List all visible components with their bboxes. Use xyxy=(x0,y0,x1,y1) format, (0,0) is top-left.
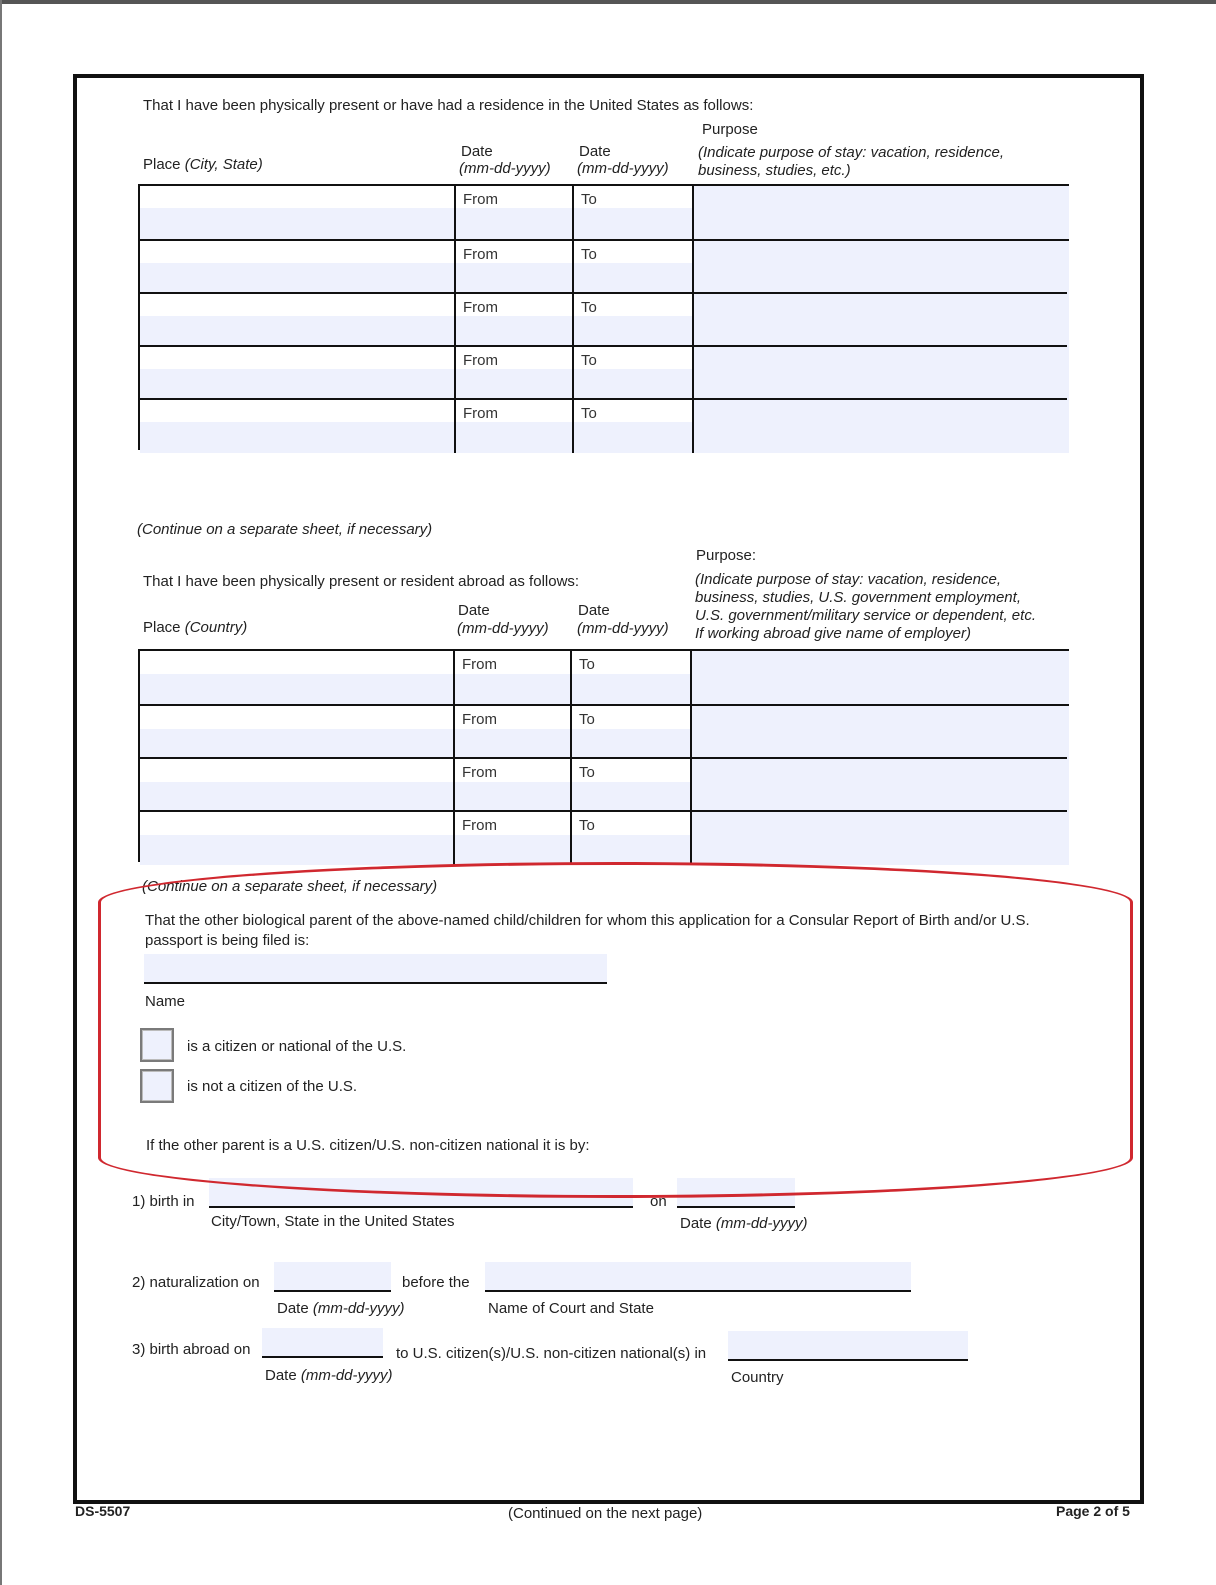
left-edge xyxy=(0,0,2,1585)
to-date-cell[interactable] xyxy=(570,812,692,865)
table-row xyxy=(140,345,1067,400)
from-date-cell[interactable] xyxy=(454,186,573,239)
other-parent-intro-1: That the other biological parent of the above-named child/children for whom this application for a Consular Report of Birth and/or U.S. xyxy=(145,912,1030,929)
other-parent-name-label: Name xyxy=(145,993,186,1010)
to-date-cell[interactable] xyxy=(570,706,692,759)
from-date-cell-label: From xyxy=(463,299,498,316)
from-date-cell-fill xyxy=(456,422,573,453)
place-cell[interactable] xyxy=(140,759,455,812)
us-date-from-hint: (mm-dd-yyyy) xyxy=(459,160,551,177)
place-cell-fill xyxy=(140,782,455,812)
from-date-cell-label: From xyxy=(462,817,497,834)
abroad-date-to-hint: (mm-dd-yyyy) xyxy=(577,620,669,637)
place-cell-fill xyxy=(140,369,456,400)
to-date-cell-label: To xyxy=(581,405,597,422)
birth-in-label: 1) birth in xyxy=(132,1193,195,1210)
naturalization-date-label: Date xyxy=(277,1300,309,1317)
to-date-cell[interactable] xyxy=(572,294,693,347)
abroad-continue-note: (Continue on a separate sheet, if necessary) xyxy=(142,878,438,895)
purpose-cell[interactable] xyxy=(690,759,1069,812)
purpose-cell[interactable] xyxy=(692,186,1069,239)
to-date-cell-label: To xyxy=(579,711,595,728)
to-date-cell[interactable] xyxy=(572,347,693,400)
purpose-cell-fill xyxy=(694,400,1069,453)
to-date-cell-label: To xyxy=(581,191,597,208)
birth-abroad-on-label: 3) birth abroad on xyxy=(132,1341,251,1358)
country-label: Country xyxy=(731,1369,784,1386)
place-cell[interactable] xyxy=(140,241,456,294)
birth-date-hint: (mm-dd-yyyy) xyxy=(715,1215,808,1232)
abroad-place-header xyxy=(143,619,247,636)
place-cell-fill xyxy=(140,674,455,704)
purpose-cell-fill xyxy=(692,706,1069,759)
abroad-place-label: Place xyxy=(143,619,181,636)
from-date-cell-fill xyxy=(455,674,571,704)
table-row xyxy=(140,757,1067,812)
from-date-cell-fill xyxy=(455,729,571,759)
us-purpose-hint-2: business, studies, etc.) xyxy=(698,162,851,179)
purpose-cell[interactable] xyxy=(692,400,1069,453)
abroad-presence-intro: That I have been physically present or resident abroad as follows: xyxy=(143,573,580,590)
birth-abroad-date-hint: (mm-dd-yyyy) xyxy=(300,1367,393,1384)
abroad-presence-table xyxy=(138,649,1069,862)
from-date-cell-fill xyxy=(455,835,571,865)
court-name-field[interactable] xyxy=(485,1262,911,1292)
to-date-cell-fill xyxy=(574,316,693,347)
table-row xyxy=(140,704,1067,759)
place-cell[interactable] xyxy=(140,812,455,865)
place-cell-fill xyxy=(140,316,456,347)
from-date-cell[interactable] xyxy=(453,759,571,812)
table-row xyxy=(140,398,1067,453)
to-date-cell-fill xyxy=(572,835,692,865)
from-date-cell[interactable] xyxy=(454,294,573,347)
purpose-cell-fill xyxy=(692,651,1069,704)
abroad-place-hint: (Country) xyxy=(184,619,248,636)
birth-abroad-date-field[interactable] xyxy=(262,1328,383,1358)
before-the-label: before the xyxy=(402,1274,470,1291)
from-date-cell[interactable] xyxy=(454,347,573,400)
from-date-cell-label: From xyxy=(463,246,498,263)
from-date-cell-label: From xyxy=(463,191,498,208)
citizen-by-label: If the other parent is a U.S. citizen/U.S. non-citizen national it is by: xyxy=(146,1137,590,1154)
to-date-cell-fill xyxy=(572,729,692,759)
place-cell[interactable] xyxy=(140,186,456,239)
place-cell-fill xyxy=(140,422,456,453)
purpose-cell-fill xyxy=(694,186,1069,239)
us-presence-table xyxy=(138,184,1069,450)
abroad-date-from-label: Date xyxy=(458,602,490,619)
to-date-cell-fill xyxy=(574,208,693,239)
naturalization-date-hint: (mm-dd-yyyy) xyxy=(312,1300,405,1317)
place-cell-fill xyxy=(140,729,455,759)
to-date-cell[interactable] xyxy=(572,241,693,294)
to-date-cell-label: To xyxy=(581,246,597,263)
place-cell-fill xyxy=(140,208,456,239)
purpose-cell[interactable] xyxy=(692,294,1069,347)
us-purpose-label: Purpose xyxy=(702,121,758,138)
to-date-cell-fill xyxy=(572,674,692,704)
to-date-cell-fill xyxy=(574,369,693,400)
to-date-cell[interactable] xyxy=(570,759,692,812)
table-row xyxy=(140,292,1067,347)
on-label: on xyxy=(650,1193,667,1210)
from-date-cell[interactable] xyxy=(453,706,571,759)
us-presence-intro: That I have been physically present or have had a residence in the United States as follows: xyxy=(143,97,754,114)
from-date-cell[interactable] xyxy=(454,400,573,453)
place-cell[interactable] xyxy=(140,651,455,704)
not-citizen-option-label: is not a citizen of the U.S. xyxy=(187,1078,358,1095)
birth-date-caption xyxy=(680,1215,808,1232)
continued-note: (Continued on the next page) xyxy=(508,1505,703,1522)
to-date-cell-fill xyxy=(574,422,693,453)
abroad-purpose-hint-1: (Indicate purpose of stay: vacation, residence, xyxy=(695,571,1002,588)
to-date-cell[interactable] xyxy=(572,400,693,453)
highlight-annotation-oval xyxy=(98,862,1133,1198)
us-purpose-hint-1: (Indicate purpose of stay: vacation, residence, xyxy=(698,144,1005,161)
table-row xyxy=(140,651,1067,704)
table-row xyxy=(140,810,1067,865)
other-parent-intro-2: passport is being filed is: xyxy=(145,932,310,949)
place-cell-fill xyxy=(140,835,455,865)
citizen-option-label: is a citizen or national of the U.S. xyxy=(187,1038,407,1055)
from-date-cell-fill xyxy=(455,782,571,812)
from-date-cell-fill xyxy=(456,316,573,347)
us-date-to-label: Date xyxy=(579,143,611,160)
place-cell-fill xyxy=(140,263,456,294)
to-date-cell[interactable] xyxy=(572,186,693,239)
top-edge xyxy=(0,0,1216,4)
purpose-cell[interactable] xyxy=(692,241,1069,294)
to-date-cell-label: To xyxy=(579,764,595,781)
abroad-purpose-hint-2: business, studies, U.S. government employment, xyxy=(695,589,1021,606)
abroad-purpose-hint-4: If working abroad give name of employer) xyxy=(695,625,971,642)
purpose-cell[interactable] xyxy=(690,812,1069,865)
purpose-cell-fill xyxy=(694,241,1069,294)
from-date-cell-label: From xyxy=(463,352,498,369)
birth-date-label: Date xyxy=(680,1215,712,1232)
abroad-purpose-hint-3: U.S. government/military service or dependent, etc. xyxy=(695,607,1036,624)
place-cell[interactable] xyxy=(140,294,456,347)
purpose-cell-fill xyxy=(692,812,1069,865)
abroad-purpose-label: Purpose: xyxy=(696,547,757,564)
birth-abroad-country-field[interactable] xyxy=(728,1331,968,1361)
birth-city-label: City/Town, State in the United States xyxy=(211,1213,455,1230)
us-place-label: Place xyxy=(143,156,181,173)
table-row xyxy=(140,239,1067,294)
birth-abroad-date-caption xyxy=(265,1367,393,1384)
birth-abroad-date-label: Date xyxy=(265,1367,297,1384)
us-continue-note: (Continue on a separate sheet, if necessary) xyxy=(137,521,433,538)
from-date-cell-fill xyxy=(456,263,573,294)
to-date-cell-label: To xyxy=(581,352,597,369)
from-date-cell-label: From xyxy=(462,711,497,728)
us-date-to-hint: (mm-dd-yyyy) xyxy=(577,160,669,177)
abroad-date-to-label: Date xyxy=(578,602,610,619)
purpose-cell[interactable] xyxy=(690,706,1069,759)
to-date-cell[interactable] xyxy=(570,651,692,704)
naturalization-on-label: 2) naturalization on xyxy=(132,1274,260,1291)
naturalization-date-field[interactable] xyxy=(274,1262,391,1292)
naturalization-date-caption xyxy=(277,1300,405,1317)
to-date-cell-label: To xyxy=(579,656,595,673)
to-date-cell-label: To xyxy=(581,299,597,316)
from-date-cell-label: From xyxy=(462,764,497,781)
from-date-cell-fill xyxy=(456,208,573,239)
table-row xyxy=(140,186,1067,239)
from-date-cell-label: From xyxy=(462,656,497,673)
purpose-cell-fill xyxy=(694,294,1069,347)
court-name-label: Name of Court and State xyxy=(488,1300,654,1317)
to-date-cell-fill xyxy=(574,263,693,294)
from-date-cell[interactable] xyxy=(453,812,571,865)
place-cell[interactable] xyxy=(140,400,456,453)
purpose-cell-fill xyxy=(694,347,1069,400)
purpose-cell[interactable] xyxy=(690,651,1069,704)
us-place-header xyxy=(143,156,263,173)
purpose-cell[interactable] xyxy=(692,347,1069,400)
us-place-hint: (City, State) xyxy=(184,156,263,173)
place-cell[interactable] xyxy=(140,706,455,759)
place-cell[interactable] xyxy=(140,347,456,400)
form-id: DS-5507 xyxy=(75,1503,131,1519)
abroad-date-from-hint: (mm-dd-yyyy) xyxy=(457,620,549,637)
from-date-cell[interactable] xyxy=(453,651,571,704)
to-date-cell-fill xyxy=(572,782,692,812)
to-citizens-label: to U.S. citizen(s)/U.S. non-citizen national(s) in xyxy=(396,1345,707,1362)
page-number: Page 2 of 5 xyxy=(1056,1503,1130,1519)
from-date-cell-label: From xyxy=(463,405,498,422)
us-date-from-label: Date xyxy=(461,143,493,160)
to-date-cell-label: To xyxy=(579,817,595,834)
purpose-cell-fill xyxy=(692,759,1069,812)
from-date-cell[interactable] xyxy=(454,241,573,294)
from-date-cell-fill xyxy=(456,369,573,400)
